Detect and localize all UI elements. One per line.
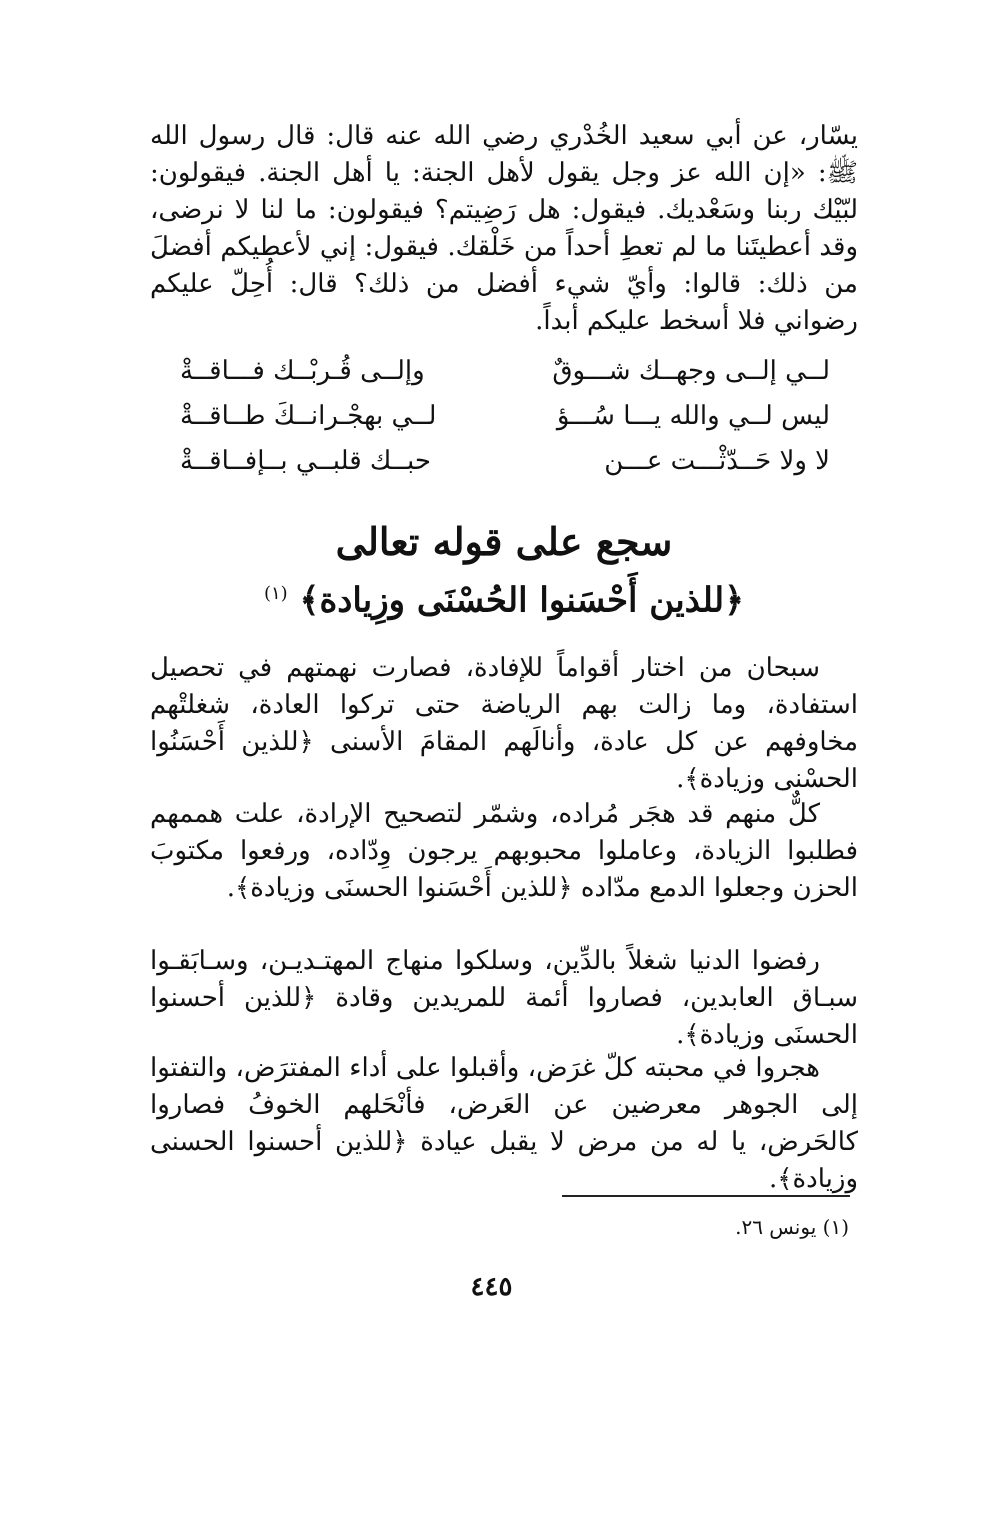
paragraph-hadith: يسّار، عن أبي سعيد الخُدْري رضي الله عنه قال: قال رسول الله ﷺ: «إن الله عز وجل يقول لأهل الجنة: يا أهل الجنة. فيقولون: لبّيْك ربنا وسَعْديك. فيقول: هل رَضِيتم؟ فيقولون: ما لنا لا نرضى، وقد أعطيتَنا ما لم تعطِ أحداً من خَلْقك. فيقول: إني لأعطيكم أفضلَ من ذلك: قالوا: وأيّ شيء أفضل من ذلك؟ قال: أُحِلّ عليكم رضواني فلا أسخط عليكم أبداً.: [150, 121, 859, 336]
footnote-reference: (١): [263, 583, 288, 604]
page-number: ٤٤٥: [470, 1272, 513, 1302]
paragraph-2: سبحان من اختار أقواماً للإفادة، فصارت نهمتهم في تحصيل استفادة، وما زالت بهم الرياضة حتى تركوا العادة، شغلتْهم مخاوفهم عن كل عادة، وأنالَهم المقامَ الأسنى ﴿للذين أَحْسَنُوا الحسْنى وزيادة﴾.: [150, 653, 858, 794]
verse-first-hemistich: ليس لــي والله يـــا سُـــؤ: [556, 401, 830, 431]
paragraph-5: هجروا في محبته كلّ غرَض، وأقبلوا على أداء المفترَض، والتفتوا إلى الجوهر معرضين عن العَرض، فأنْحَلهم الخوفُ فصاروا كالحَرض، يا له من مرض لا يقبل عيادة ﴿للذين أحسنوا الحسنى وزيادة﴾.: [150, 1053, 858, 1194]
verse-second-hemistich: وإلــى قُـربْــك فـــاقــةْ: [180, 356, 425, 386]
paragraph-3: كلٌّ منهم قد هجَر مُراده، وشمّر لتصحيح الإرادة، علت هممهم فطلبوا الزيادة، وعاملوا محبوبهم يرجون وِدّاده، ورفعوا مكتوبَ الحزن وجعلوا الدمع مدّاده ﴿للذين أَحْسَنوا الحسنَى وزيادة﴾.: [150, 799, 858, 903]
footnote-divider: [562, 1195, 850, 1197]
section-subtitle: [150, 572, 858, 622]
verse-line: [180, 446, 830, 486]
footnote: (١) يونس ٢٦.: [735, 1215, 849, 1239]
verse-line: [180, 401, 830, 441]
section-verse: ﴿للذين أَحْسَنوا الحُسْنَى وزِيادة﴾: [299, 580, 745, 621]
verse-first-hemistich: لــي إلــى وجهــك شـــوقٌ: [552, 356, 830, 386]
verse-second-hemistich: لــي بهجْـرانــكَ طــاقــةْ: [180, 401, 437, 431]
section-title: سجع على قوله تعالى: [335, 519, 673, 564]
verse-line: [180, 356, 830, 396]
verse-second-hemistich: حبــك قلبــي بــإفــاقــةْ: [180, 446, 431, 476]
verse-first-hemistich: لا ولا حَــدّثْـــت عـــن: [604, 446, 830, 476]
paragraph-4: رفضوا الدنيا شغلاً بالدِّين، وسلكوا منهاج المهتـديـن، وسـابَقـوا سبـاق العابدين، فصاروا أئمة للمريدين وقادة ﴿للذين أحسنوا الحسنَى وزيادة﴾.: [150, 946, 858, 1050]
